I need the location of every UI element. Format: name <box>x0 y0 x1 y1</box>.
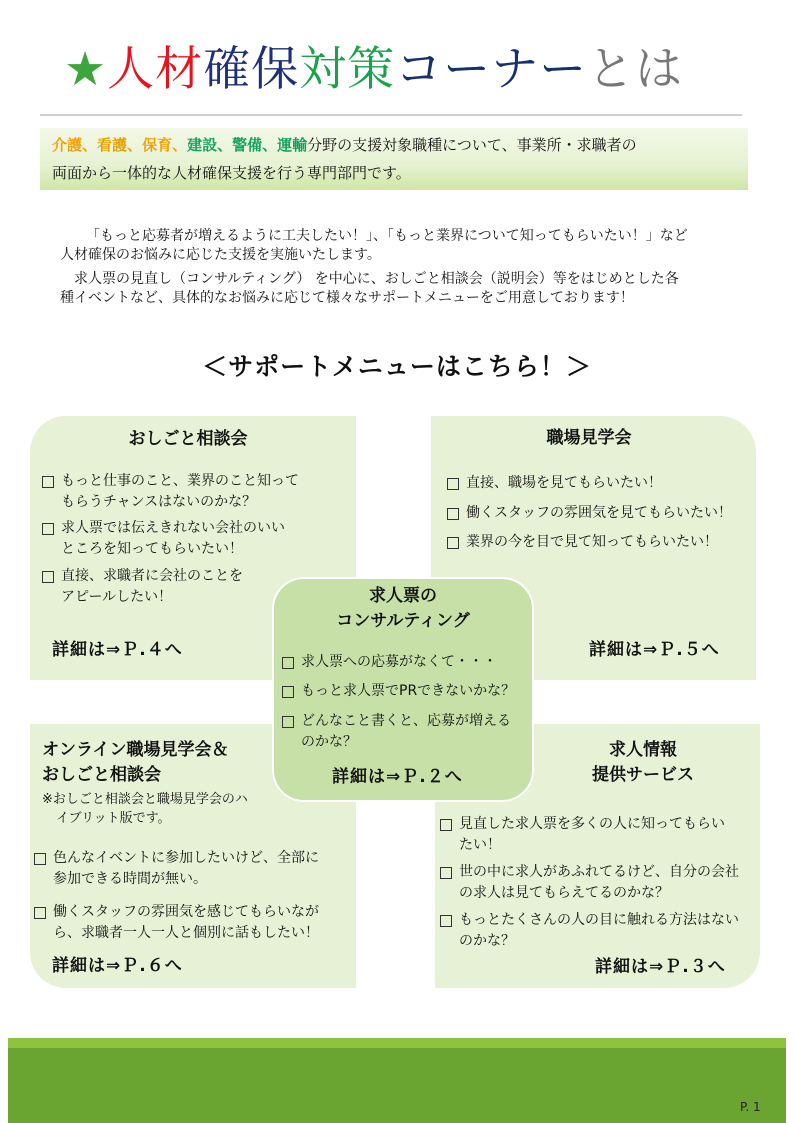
list-item <box>440 910 758 952</box>
list-item <box>282 681 530 702</box>
field-hoiku: 保育 <box>142 136 173 154</box>
checkbox-icon <box>447 478 459 490</box>
checkbox-icon <box>282 657 294 669</box>
tour-title: 職場見学会 <box>546 428 632 448</box>
item-line: アピールしたい！ <box>61 589 173 605</box>
intro-paragraph-2 <box>60 270 750 308</box>
checkbox-icon <box>447 537 459 549</box>
item-line: のかな？ <box>301 734 357 750</box>
item-line: 直接、求職者に会社のことを <box>61 568 243 584</box>
banner-line-1-rest: 分野の支援対象職種について、事業所・求職者の <box>307 136 637 154</box>
checkbox-icon <box>42 523 54 535</box>
note-line: ※おしごと相談会と職場見学会のハ <box>42 792 248 807</box>
field-kaigo: 介護 <box>52 136 83 154</box>
item-line: 世の中に求人があふれてるけど、自分の会社 <box>459 864 739 880</box>
item-line: もらうチャンスはないのかな？ <box>61 494 257 510</box>
item-line: もっと仕事のこと、業界のこと知って <box>61 473 299 489</box>
footer-band <box>8 1048 786 1123</box>
checkbox-icon <box>282 686 294 698</box>
item-line: たい！ <box>459 837 501 853</box>
item-line: 色んなイベントに参加したいけど、全部に <box>53 850 319 866</box>
item-line: ところを知ってもらいたい！ <box>61 541 243 557</box>
item-line: ら、求職者一人一人と個別に話もしたい！ <box>53 925 319 941</box>
item-line: 求人票では伝えきれない会社のいい <box>61 520 285 536</box>
item-line: どんなこと書くと、応募が増える <box>301 713 511 729</box>
checkbox-icon <box>34 853 46 865</box>
info-title-line1: 求人情報 <box>609 740 677 760</box>
counseling-detail-link[interactable]: 詳細は⇒Ｐ.４へ <box>52 640 183 660</box>
info-title-line2: 提供サービス <box>592 765 694 785</box>
title-divider <box>40 114 742 116</box>
field-separator: 、 <box>172 136 188 154</box>
list-item <box>282 652 530 673</box>
online-title-line2: おしごと相談会 <box>42 765 161 785</box>
field-separator: 、 <box>127 136 143 154</box>
checkbox-icon <box>34 907 46 919</box>
online-note <box>42 790 248 828</box>
list-item <box>282 711 530 753</box>
consulting-title <box>274 584 532 634</box>
online-title-line1: オンライン職場見学会＆ <box>42 740 229 760</box>
item-line: 働くスタッフの雰囲気を感じてもらいなが <box>53 904 319 920</box>
consulting-title-line2: コンサルティング <box>336 611 470 631</box>
list-item <box>440 814 758 856</box>
title-part-kakuho: 確保 <box>203 42 300 97</box>
counseling-title: おしごと相談会 <box>128 429 248 449</box>
field-kango: 看護 <box>97 136 128 154</box>
page-number: P. 1 <box>740 1100 761 1114</box>
checkbox-icon <box>440 819 452 831</box>
intro-paragraph-1 <box>60 227 750 265</box>
checkbox-icon <box>282 716 294 728</box>
field-separator: 、 <box>82 136 98 154</box>
checkbox-icon <box>440 915 452 927</box>
title-star-icon: ★ <box>64 42 108 97</box>
item-line: 直接、職場を見てもらいたい！ <box>466 475 662 491</box>
field-separator: 、 <box>262 136 278 154</box>
intro-p1-line2: 人材確保のお悩みに応じた支援を実施いたします。 <box>60 247 381 263</box>
info-detail-link[interactable]: 詳細は⇒Ｐ.３へ <box>595 957 726 977</box>
list-item <box>34 848 352 890</box>
tour-detail-link[interactable]: 詳細は⇒Ｐ.５へ <box>589 640 720 660</box>
field-unyu: 運輸 <box>277 136 308 154</box>
consulting-detail-link[interactable]: 詳細は⇒Ｐ.２へ <box>332 767 463 787</box>
list-item <box>34 902 352 944</box>
footer-accent-line <box>8 1038 786 1048</box>
item-line: の求人は見てもらえてるのかな？ <box>459 885 669 901</box>
item-line: 業界の今を目で見て知ってもらいたい！ <box>466 534 718 550</box>
list-item <box>42 518 342 560</box>
field-kensetsu: 建設 <box>187 136 218 154</box>
intro-p2-line1: 求人票の見直し（コンサルティング） を中心に、おしごと相談会（説明会）等をはじめとした各 <box>74 271 679 287</box>
title-part-jinzai: 人材 <box>107 42 204 97</box>
checkbox-icon <box>440 867 452 879</box>
list-item <box>447 532 752 553</box>
list-item <box>447 473 752 494</box>
title-part-towa: とは <box>587 42 684 97</box>
banner-line-2: 両面から一体的な人材確保支援を行う専門部門です。 <box>52 164 411 182</box>
intro-p1-line1: 「もっと応募者が増えるように工夫したい！」、「もっと業界について知ってもらいたい！」など <box>86 228 688 244</box>
online-title <box>42 738 229 788</box>
intro-banner <box>40 128 748 190</box>
support-menu-heading: ＜サポートメニューはこちら！＞ <box>202 352 592 381</box>
field-keibi: 警備 <box>232 136 263 154</box>
list-item <box>447 503 752 524</box>
checkbox-icon <box>447 508 459 520</box>
banner-line-1 <box>52 131 736 159</box>
list-item <box>440 862 758 904</box>
item-line: 見直した求人票を多くの人に知ってもらい <box>459 816 725 832</box>
checkbox-icon <box>42 571 54 583</box>
note-line: イブリット版です。 <box>56 811 171 826</box>
item-line: 求人票への応募がなくて・・・ <box>301 654 497 670</box>
field-separator: 、 <box>217 136 233 154</box>
item-line: 働くスタッフの雰囲気を見てもらいたい！ <box>466 505 732 521</box>
item-line: のかな？ <box>459 933 515 949</box>
item-line: 参加できる時間が無い。 <box>53 871 207 887</box>
item-line: もっと求人票でPRできないかな？ <box>301 683 516 699</box>
list-item <box>42 471 342 513</box>
title-part-taisaku: 対策 <box>299 42 396 97</box>
box-job-consulting <box>272 577 534 802</box>
title-part-corner: コーナー <box>395 42 588 97</box>
item-line: もっとたくさんの人の目に触れる方法はない <box>459 912 739 928</box>
info-title <box>545 738 741 788</box>
online-detail-link[interactable]: 詳細は⇒Ｐ.６へ <box>52 956 183 976</box>
consulting-title-line1: 求人票の <box>369 586 437 606</box>
page-title <box>64 40 744 100</box>
intro-p2-line2: 種イベントなど、具体的なお悩みに応じて様々なサポートメニューをご用意しております！ <box>60 290 634 306</box>
checkbox-icon <box>42 476 54 488</box>
